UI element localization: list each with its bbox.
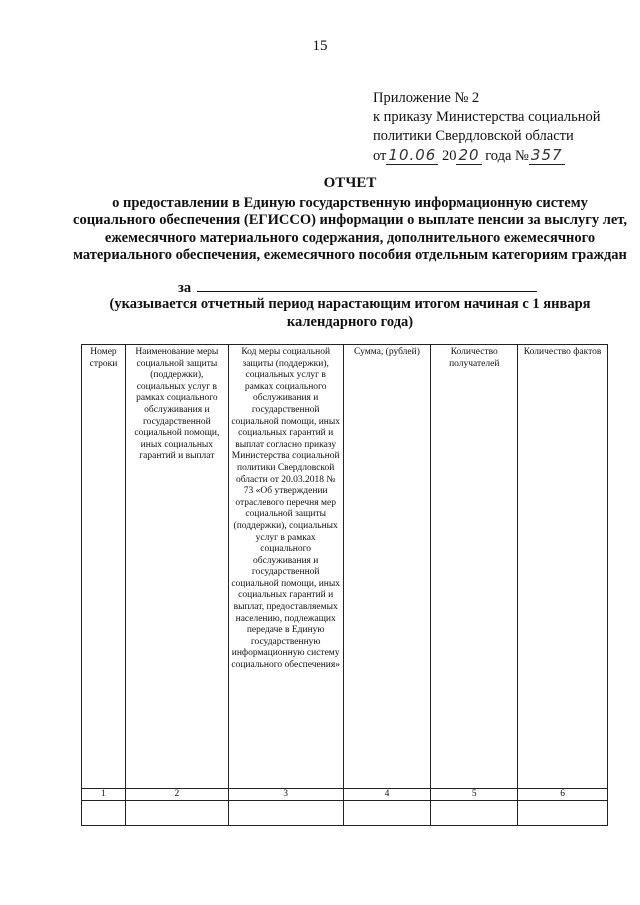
empty-cell[interactable] — [125, 801, 228, 826]
appendix-date-line — [373, 146, 601, 166]
date-suffix: года № — [485, 148, 529, 164]
table-header-row — [82, 345, 608, 789]
column-number-cell: 5 — [431, 789, 518, 801]
appendix-line-3: политики Свердловской области — [373, 128, 574, 144]
date-century: 20 — [441, 148, 457, 164]
handwritten-order-number: 357 — [530, 146, 563, 164]
appendix-block — [373, 89, 601, 166]
column-number-cell: 2 — [125, 789, 228, 801]
empty-cell[interactable] — [343, 801, 431, 826]
empty-cell[interactable] — [228, 801, 343, 826]
report-title-block — [70, 175, 630, 265]
header-cell-measure-code: Код меры социальной защиты (поддержки), социальных услуг в рамках социального обслуживания и государственной социальной помощи, иных социальных гарантий и выплат согласно приказу Министерства социальной политики Свердловской области от 20.03.2018 № 73 «Об утверждении отраслевого перечня мер социальной защиты (поддержки), социальных услуг в рамках социального обслуживания и государственной социальной помощи, иных социальных гарантий и выплат, предоставляемых населению, подлежащих передаче в Единую государственную информационную систему социального обеспечения» — [228, 345, 343, 789]
column-number-cell: 3 — [228, 789, 343, 801]
header-cell-recipients: Количество получателей — [431, 345, 518, 789]
period-line — [178, 279, 537, 297]
period-label: за — [178, 280, 192, 296]
period-blank-line — [197, 279, 537, 292]
report-subject: о предоставлении в Единую государственную информационную систему социального обеспечения (ЕГИССО) информации о выплате пенсии за выслугу лет, ежемесячного материального содержания, дополнительного ежемесячного материального обеспечения, ежемесячного пособия отдельным категориям граждан — [73, 194, 627, 263]
appendix-line-1: Приложение № 2 — [373, 90, 480, 106]
handwritten-year: 20 — [458, 146, 480, 164]
column-number-cell: 4 — [343, 789, 431, 801]
empty-cell[interactable] — [82, 801, 126, 826]
header-cell-sum: Сумма, (рублей) — [343, 345, 431, 789]
handwritten-date: 10.06 — [388, 146, 437, 164]
date-prefix: от — [373, 148, 387, 164]
header-cell-measure-name: Наименование меры социальной защиты (поддержки), социальных услуг в рамках социального обслуживания и государственной социальной помощи, иных социальных гарантий и выплат — [125, 345, 228, 789]
header-cell-row-number: Номер строки — [82, 345, 126, 789]
appendix-line-2: к приказу Министерства социальной — [373, 109, 601, 125]
period-note: (указывается отчетный период нарастающим итогом начиная с 1 января календарного года) — [109, 296, 591, 330]
table-row — [82, 801, 608, 826]
header-cell-facts: Количество фактов — [518, 345, 608, 789]
empty-cell[interactable] — [431, 801, 518, 826]
page-number: 15 — [312, 38, 328, 54]
report-table — [81, 344, 608, 826]
column-number-row — [82, 789, 608, 801]
report-heading: ОТЧЕТ — [323, 175, 377, 191]
column-number-cell: 6 — [518, 789, 608, 801]
empty-cell[interactable] — [518, 801, 608, 826]
column-number-cell: 1 — [82, 789, 126, 801]
